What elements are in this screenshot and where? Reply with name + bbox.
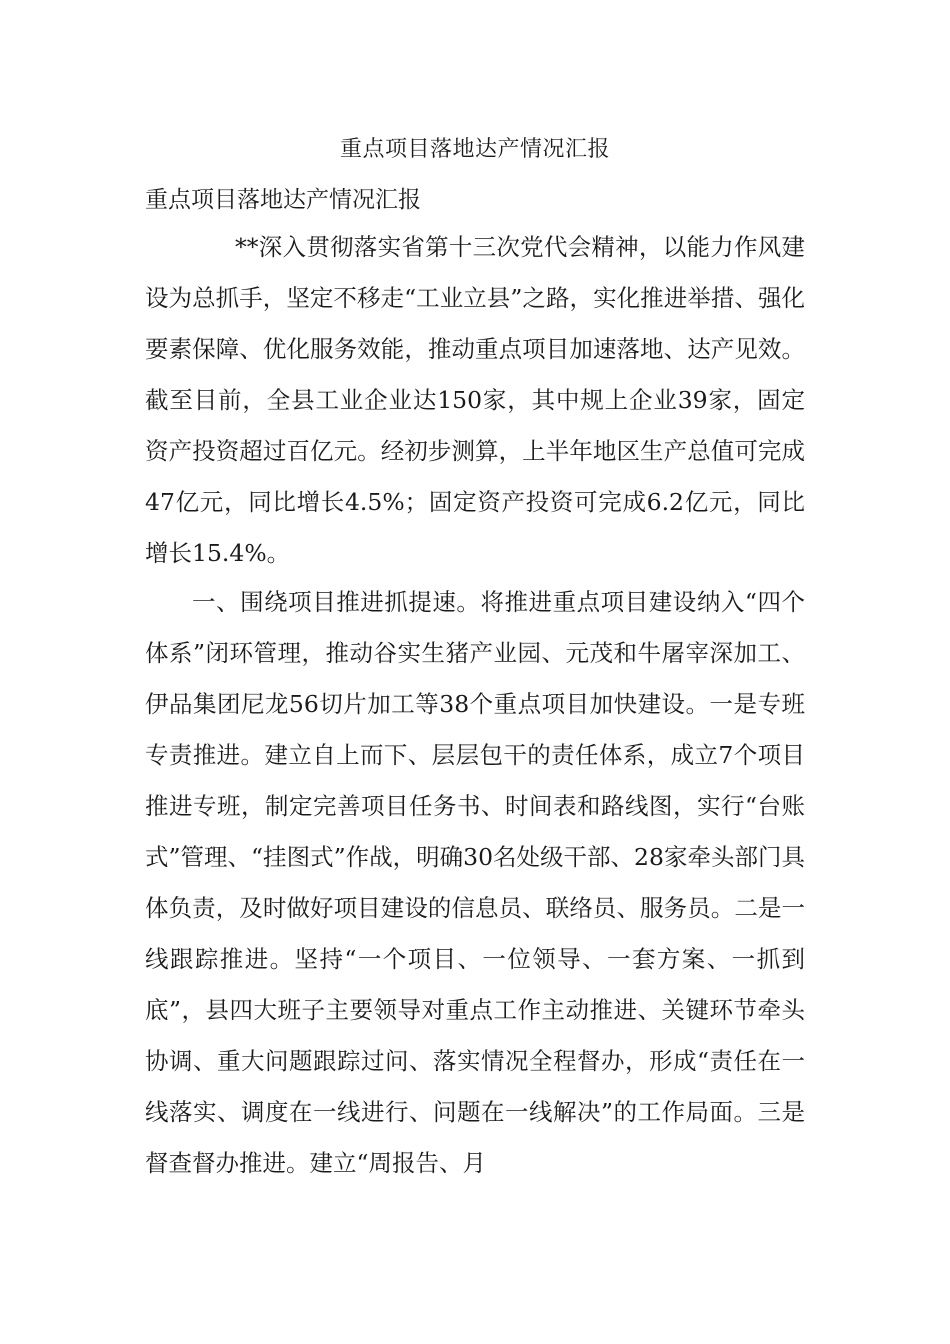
document-title: 重点项目落地达产情况汇报 [339, 137, 610, 162]
paragraph-section-one: 一、围绕项目推进抓提速。将推进重点项目建设纳入“四个体系”闭环管理，推动谷实生猪产业园、元茂和牛屠宰深加工、伊品集团尼龙56切片加工等38个重点项目加快建设。一是专班专责推进。建立自上而下、层层包干的责任体系，成立7个项目推进专班，制定完善项目任务书、时间表和路线图，实行“台账式”管理、“挂图式”作战，明确30名处级干部、28家牵头部门具体负责，及时做好项目建设的信息员、联络员、服务员。二是一线跟踪推进。坚持“一个项目、一位领导、一套方案、一抓到底”，县四大班子主要领导对重点工作主动推进、关键环节牵头协调、重大问题跟踪过问、落实情况全程督办，形成“责任在一线落实、调度在一线进行、问题在一线解决”的工作局面。三是督查督办推进。建立“周报告、月 [145, 588, 805, 1177]
paragraph-intro: **深入贯彻落实省第十三次党代会精神，以能力作风建设为总抓手，坚定不移走“工业立县”之路，实化推进举措、强化要素保障、优化服务效能，推动重点项目加速落地、达产见效。截至目前，全县工业企业达150家，其中规上企业39家，固定资产投资超过百亿元。经初步测算，上半年地区生产总值可完成47亿元，同比增长4.5%；固定资产投资可完成6.2亿元，同比增长15.4%。 [145, 233, 805, 567]
document-subtitle: 重点项目落地达产情况汇报 [145, 187, 421, 213]
